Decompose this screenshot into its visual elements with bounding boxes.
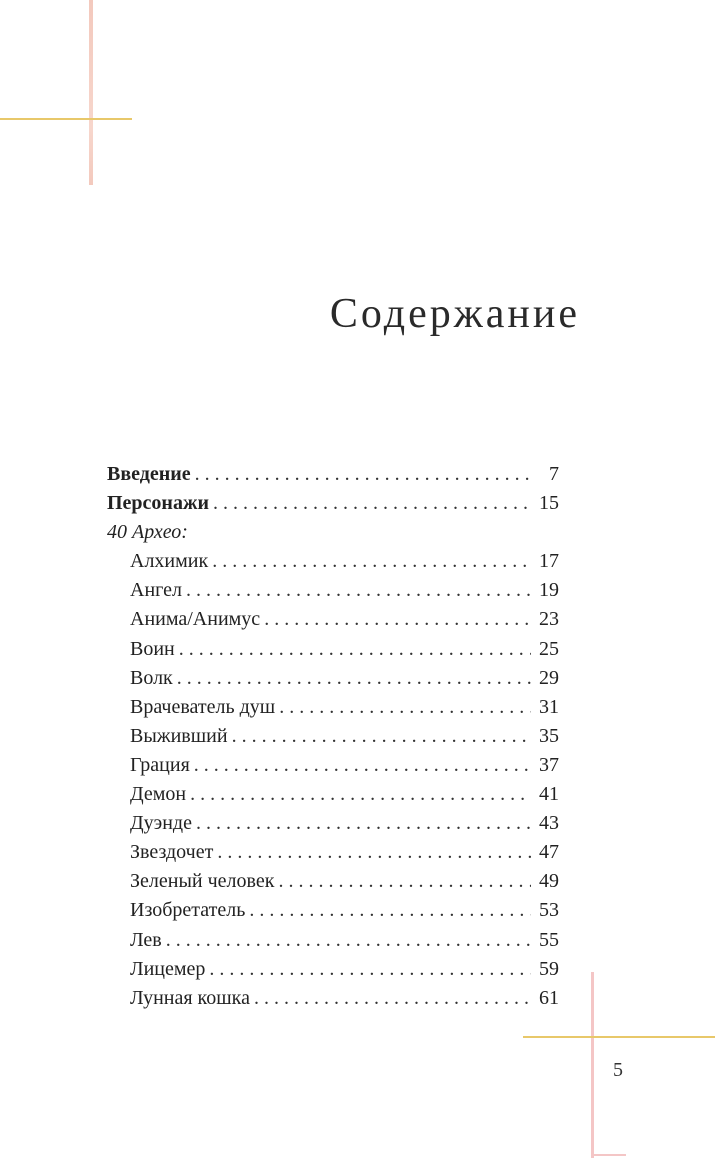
toc-entry-label: Врачеватель душ <box>130 695 276 718</box>
toc-entry-label: Воин <box>130 637 175 660</box>
toc-leader-dots <box>249 896 531 925</box>
toc-entry[interactable] <box>107 838 559 867</box>
toc-leader-dots <box>212 547 531 576</box>
toc-entry[interactable] <box>107 635 559 664</box>
toc-entry[interactable] <box>107 867 559 896</box>
toc-leader-dots <box>278 867 531 896</box>
toc-leader-dots <box>217 838 531 867</box>
toc-entry[interactable] <box>107 751 559 780</box>
toc-leader-dots <box>264 605 531 634</box>
toc-entry-label: Зеленый человек <box>130 870 275 893</box>
toc-entry-page: 49 <box>539 870 559 893</box>
toc-leader-dots <box>254 984 531 1013</box>
toc-entry[interactable] <box>107 955 559 984</box>
toc-leader-dots <box>209 955 531 984</box>
toc-entry-page: 7 <box>549 463 559 485</box>
toc-entry-label: Демон <box>130 783 187 806</box>
toc-leader-dots <box>186 576 531 605</box>
toc-leader-dots <box>166 926 531 955</box>
toc-section-heading: 40 Архео: <box>107 521 188 544</box>
toc-entry-label: Алхимик <box>130 550 209 573</box>
toc-entry-label: Дуэнде <box>130 812 192 835</box>
toc-entry-characters[interactable] <box>107 489 559 518</box>
toc-entry[interactable] <box>107 547 559 576</box>
toc-entry-page: 47 <box>539 841 559 864</box>
toc-entry-page: 53 <box>539 899 559 922</box>
toc-entry-label: Введение <box>107 463 191 485</box>
toc-entry-introduction[interactable] <box>107 460 559 489</box>
toc-entry[interactable] <box>107 780 559 809</box>
toc-entry-label: Ангел <box>130 579 182 602</box>
toc-entry-label: Грация <box>130 753 190 776</box>
toc-entry[interactable] <box>107 576 559 605</box>
toc-leader-dots <box>196 809 531 838</box>
toc-entry[interactable] <box>107 896 559 925</box>
page-title: Содержание <box>329 291 580 337</box>
toc-entry-page: 41 <box>539 783 559 806</box>
toc-entry[interactable] <box>107 984 559 1013</box>
toc-entry-page: 29 <box>539 666 559 689</box>
toc-entry-page: 15 <box>539 492 559 515</box>
toc-entry-page: 35 <box>539 724 559 747</box>
toc-entry-label: Звездочет <box>130 841 214 864</box>
toc-entry-page: 17 <box>539 550 559 573</box>
toc-entry-list <box>107 547 559 1013</box>
toc-entry-page: 25 <box>539 637 559 660</box>
decorative-vertical-line-top <box>89 0 93 185</box>
toc-leader-dots <box>213 489 531 518</box>
toc-entry[interactable] <box>107 693 559 722</box>
toc-leader-dots <box>279 693 531 722</box>
toc-entry-page: 55 <box>539 928 559 951</box>
toc-entry-page: 23 <box>539 608 559 631</box>
page-number: 5 <box>613 1059 623 1081</box>
toc-entry-page: 59 <box>539 957 559 980</box>
decorative-horizontal-line-top <box>0 118 132 120</box>
toc-entry-label: Изобретатель <box>130 899 246 922</box>
toc-entry-label: Лунная кошка <box>130 986 250 1009</box>
toc-entry-page: 31 <box>539 695 559 718</box>
toc-entry-label: Выживший <box>130 724 228 747</box>
decorative-foot-line <box>594 1154 626 1156</box>
decorative-vertical-line-bottom <box>591 972 594 1158</box>
toc-entry-page: 37 <box>539 753 559 776</box>
toc-entry-label: Волк <box>130 666 173 689</box>
toc-entry-label: Лицемер <box>130 957 206 980</box>
toc-entry-page: 19 <box>539 579 559 602</box>
toc-entry-label: Лев <box>130 928 162 951</box>
toc-leader-dots <box>179 635 531 664</box>
toc-entry-label: Анима/Анимус <box>130 608 261 631</box>
toc-leader-dots <box>177 664 531 693</box>
toc-entry-label: Персонажи <box>107 492 209 515</box>
decorative-horizontal-line-bottom <box>523 1036 715 1038</box>
toc-entry[interactable] <box>107 605 559 634</box>
toc-entry[interactable] <box>107 722 559 751</box>
toc-entry-page: 61 <box>539 986 559 1009</box>
toc-leader-dots <box>232 722 531 751</box>
toc-entry[interactable] <box>107 926 559 955</box>
toc-leader-dots <box>195 460 531 489</box>
toc-leader-dots <box>190 780 531 809</box>
toc-entry[interactable] <box>107 664 559 693</box>
table-of-contents <box>107 460 559 1013</box>
toc-entry-page: 43 <box>539 812 559 835</box>
toc-leader-dots <box>194 751 531 780</box>
toc-entry[interactable] <box>107 809 559 838</box>
